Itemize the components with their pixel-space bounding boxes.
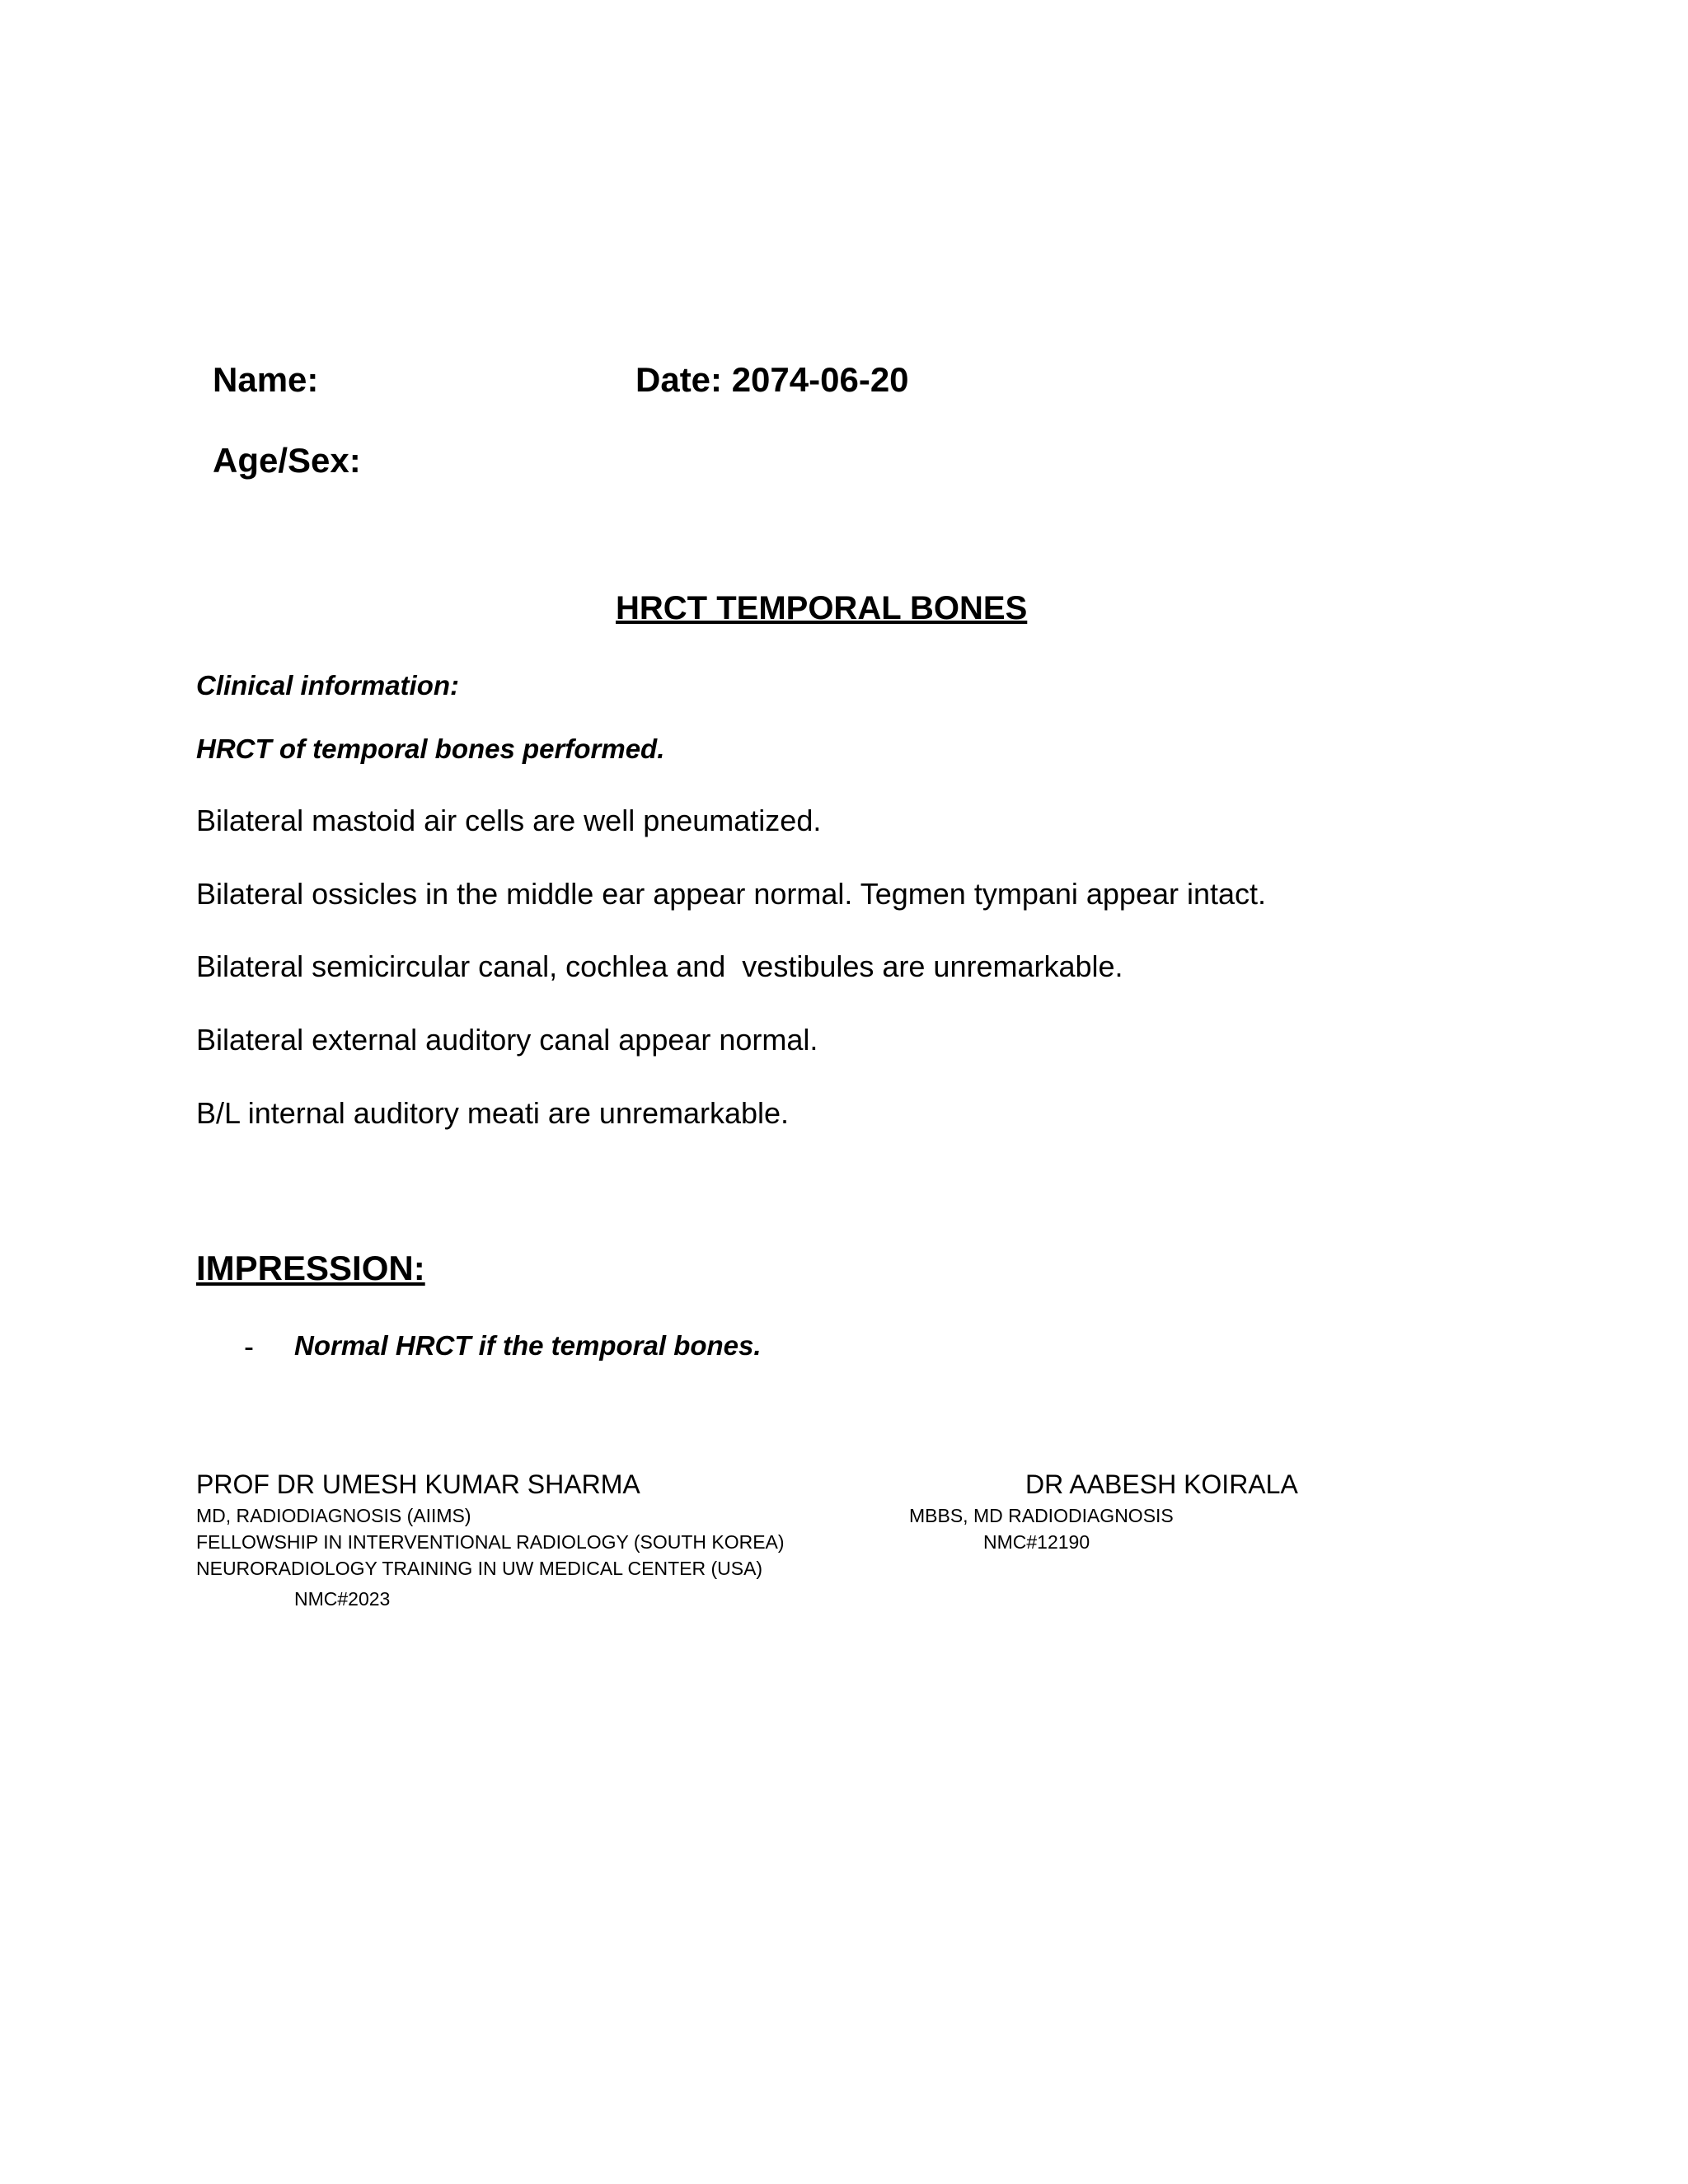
finding-line: Bilateral external auditory canal appear normal. — [196, 1023, 818, 1057]
report-date: Date: 2074-06-20 — [635, 360, 909, 399]
right-signatory-qualification: MBBS, MD RADIODIAGNOSIS — [909, 1505, 1174, 1526]
finding-line: Bilateral semicircular canal, cochlea and vestibules are unremarkable. — [196, 949, 1123, 983]
left-signatory-fellowship: FELLOWSHIP IN INTERVENTIONAL RADIOLOGY (SOUTH KOREA) — [196, 1531, 785, 1553]
impression-text: Normal HRCT if the temporal bones. — [294, 1330, 762, 1361]
finding-line: Bilateral mastoid air cells are well pneumatized. — [196, 804, 822, 837]
procedure-text: HRCT of temporal bones performed. — [196, 733, 665, 764]
impression-bullet: - — [244, 1329, 254, 1363]
left-signatory-name: PROF DR UMESH KUMAR SHARMA — [196, 1469, 640, 1499]
clinical-info-label: Clinical information: — [196, 670, 460, 701]
finding-line: B/L internal auditory meati are unremarkable. — [196, 1096, 790, 1130]
report-title: HRCT TEMPORAL BONES — [616, 590, 1028, 626]
finding-line: Bilateral ossicles in the middle ear appear normal. Tegmen tympani appear intact. — [196, 877, 1267, 911]
right-signatory-name: DR AABESH KOIRALA — [1025, 1469, 1298, 1499]
left-signatory-qualification: MD, RADIODIAGNOSIS (AIIMS) — [196, 1505, 471, 1526]
left-signatory-training: NEURORADIOLOGY TRAINING IN UW MEDICAL CENTER (USA) — [196, 1558, 763, 1579]
right-signatory-registration: NMC#12190 — [983, 1531, 1090, 1553]
age-sex-label: Age/Sex: — [213, 441, 361, 480]
name-label: Name: — [213, 360, 319, 399]
impression-heading: IMPRESSION: — [196, 1249, 425, 1287]
left-signatory-registration: NMC#2023 — [294, 1588, 391, 1610]
